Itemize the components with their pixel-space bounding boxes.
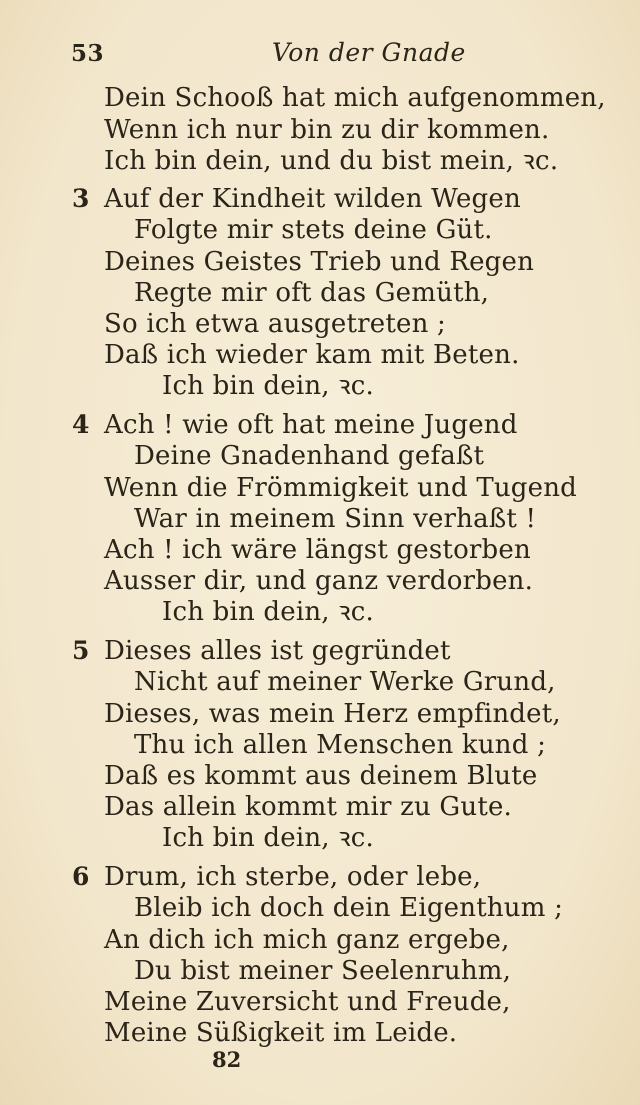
verse-line: Thu ich allen Menschen kund ; xyxy=(134,730,547,760)
verse-line: Deine Gnadenhand gefaßt xyxy=(134,441,485,471)
verse-refrain: Ich bin dein, ꝛc. xyxy=(162,371,374,401)
verse-number: 3 xyxy=(72,184,90,213)
signature-mark: 82 xyxy=(212,1047,242,1072)
verse-line: Folgte mir stets deine Güt. xyxy=(134,215,493,245)
verse-line: Deines Geistes Trieb und Regen xyxy=(104,247,535,277)
running-head: Von der Gnade xyxy=(272,38,466,67)
verse-line: Dein Schooß hat mich aufgenommen, xyxy=(104,83,606,113)
verse-line: So ich etwa ausgetreten ; xyxy=(104,309,446,339)
verse-line: Auf der Kindheit wilden Wegen xyxy=(104,184,521,214)
verse-refrain: Ich bin dein, ꝛc. xyxy=(162,823,374,853)
verse-line: Wenn die Frömmigkeit und Tugend xyxy=(104,473,578,503)
verse-line: Dieses alles ist gegründet xyxy=(104,636,451,666)
verse-line: Ausser dir, und ganz verdorben. xyxy=(104,566,534,596)
verse-number: 5 xyxy=(72,636,90,665)
verse-line: An dich ich mich ganz ergebe, xyxy=(104,925,510,955)
verse-line: Meine Süßigkeit im Leide. xyxy=(104,1018,458,1048)
verse-line: Meine Zuversicht und Freude, xyxy=(104,987,511,1017)
verse-line: Ach ! ich wäre längst gestorben xyxy=(104,535,531,565)
verse-line: Daß es kommt aus deinem Blute xyxy=(104,761,538,791)
verse-number: 4 xyxy=(72,410,90,439)
page-number: 53 xyxy=(71,40,105,67)
verse-refrain: Ich bin dein, ꝛc. xyxy=(162,597,374,627)
verse-line: Dieses, was mein Herz empfindet, xyxy=(104,699,561,729)
verse-line: Du bist meiner Seelenruhm, xyxy=(134,956,512,986)
page-header xyxy=(0,36,640,72)
verse-number: 6 xyxy=(72,862,90,891)
verse-line: Das allein kommt mir zu Gute. xyxy=(104,792,513,822)
verse-line: Ach ! wie oft hat meine Jugend xyxy=(104,410,518,440)
verse-line: Nicht auf meiner Werke Grund, xyxy=(134,667,556,697)
verse-line: Drum, ich sterbe, oder lebe, xyxy=(104,862,482,892)
verse-line: Regte mir oft das Gemüth, xyxy=(134,278,490,308)
verse-line: Ich bin dein, und du bist mein, ꝛc. xyxy=(104,146,559,176)
verse-line: Daß ich wieder kam mit Beten. xyxy=(104,340,520,370)
verse-line: Bleib ich doch dein Eigenthum ; xyxy=(134,893,564,923)
verse-line: War in meinem Sinn verhaßt ! xyxy=(134,504,537,534)
verse-line: Wenn ich nur bin zu dir kommen. xyxy=(104,115,550,145)
